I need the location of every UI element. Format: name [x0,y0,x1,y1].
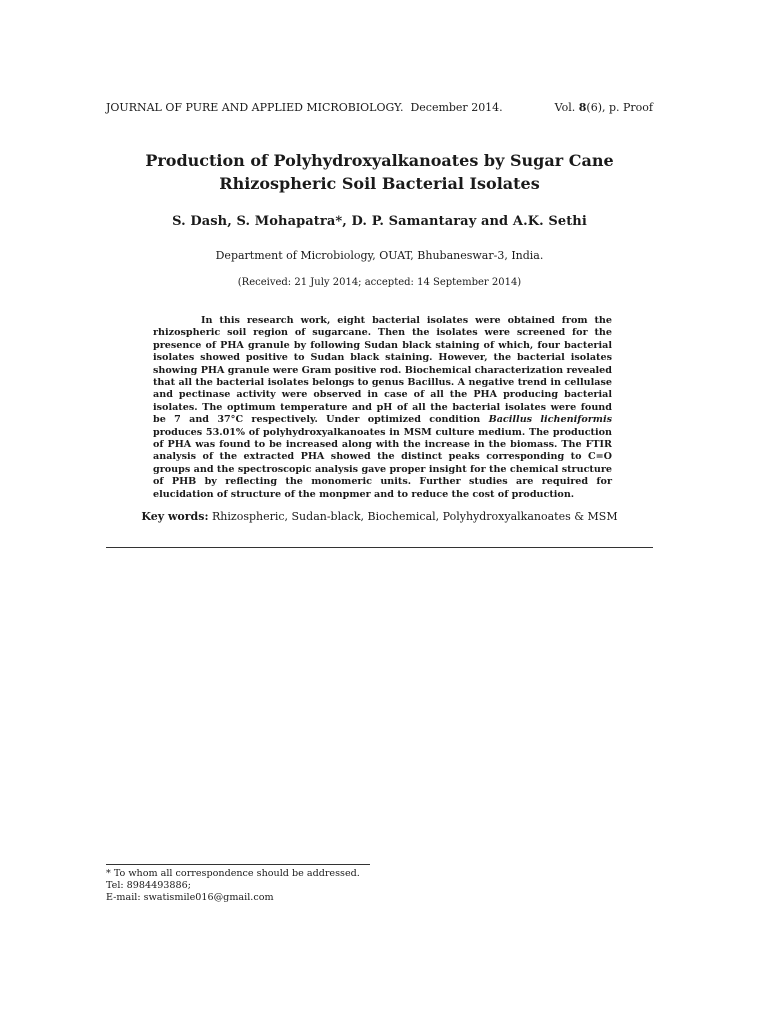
footnote-email: E-mail: swatismile016@gmail.com [106,892,274,903]
abstract-part-2: produces 53.01% of polyhydroxyalkanoates in MSM culture medium. The production of PHA was found to be increased along with the increase in the biomass. The FTIR analysis of the extracted PHA showed the distinct peaks corresponding to C=O groups and the spectroscopic analysis gave proper insight for the chemical structure of PHB by reflecting the monomeric units. Further studies are required for elucidation of structure of the monpmer and to reduce the cost of production. [153,426,612,500]
authors: S. Dash, S. Mohapatra*, D. P. Samantaray and A.K. Sethi [172,214,587,229]
footnote [106,868,360,904]
affiliation: Department of Microbiology, OUAT, Bhubaneswar-3, India. [215,249,544,262]
title-line-2: Rhizospheric Soil Bacterial Isolates [219,174,540,193]
journal-header [106,101,503,114]
received-dates: (Received: 21 July 2014; accepted: 14 September 2014) [237,277,522,288]
keywords-text: Rhizospheric, Sudan-black, Biochemical, Polyhydroxyalkanoates & MSM [208,510,618,523]
issue-date: December 2014. [410,101,503,114]
species-name: Bacillus licheniformis [488,414,612,426]
volume-prefix: Vol. [554,101,579,114]
volume-suffix: (6), p. Proof [586,101,653,114]
paper-title [106,149,653,195]
title-line-1: Production of Polyhydroxyalkanoates by Sugar Cane [145,151,614,170]
abstract [153,315,612,501]
footnote-divider [106,864,370,865]
keywords-label: Key words: [141,510,209,523]
journal-name: JOURNAL OF PURE AND APPLIED MICROBIOLOGY. [106,101,404,114]
footnote-correspondence: * To whom all correspondence should be addressed. [106,868,360,879]
volume-number: 8 [578,101,587,114]
footnote-tel: Tel: 8984493886; [106,880,191,891]
volume-info [555,101,653,114]
abstract-part-1: In this research work, eight bacterial isolates were obtained from the rhizospheric soil region of sugarcane. Then the isolates were screened for the presence of PHA granule by following Sudan black staining of which, four bacterial isolates showed positive to Sudan black staining. However, the bacterial isolates showing PHA granule were Gram positive rod. Biochemical characterization revealed that all the bacterial isolates belongs to genus Bacillus. A negative trend in cellulase and pectinase activity were observed in case of all the PHA producing bacterial isolates. The optimum temperature and pH of all the bacterial isolates were found be 7 and 37°C respectively. Under optimized condition [153,315,612,426]
keywords [106,510,653,523]
section-divider [106,547,653,548]
